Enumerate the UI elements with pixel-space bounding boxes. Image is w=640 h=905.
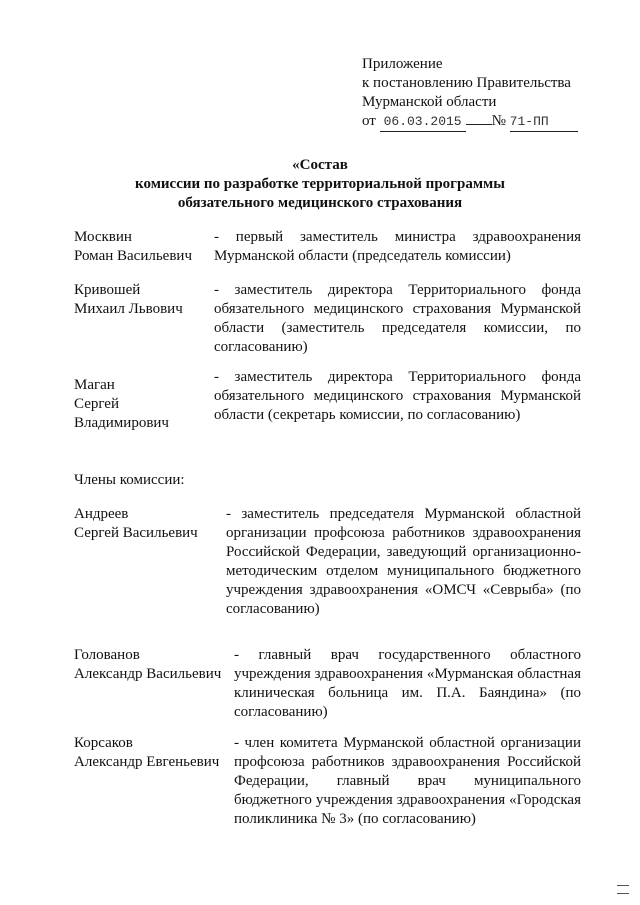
member-name: [74, 281, 183, 319]
approval-line-appendix: Приложение: [362, 56, 443, 72]
member-name: [74, 734, 219, 772]
member-role: - заместитель председателя Мурманской областной организации профсоюза работников здравоохранения Российской Федерации, заведующий организационно-методическим отделом муниципального бюджетного учреждения здравоохранения «ОМСЧ «Севрыба» (по согласованию): [226, 506, 581, 617]
member-name: [74, 376, 169, 433]
member-given-names: Михаил Львович: [74, 301, 183, 317]
title-line-2: комиссии по разработке территориальной программы: [135, 176, 505, 192]
member-surname: Кривошей: [74, 282, 141, 298]
member-role: - заместитель директора Территориального фонда обязательного медицинского страхования Мурманской области (заместитель председателя комиссии, по согласованию): [214, 282, 581, 355]
member-surname: Москвин: [74, 229, 132, 245]
member-surname: Корсаков: [74, 735, 133, 751]
member-name: [74, 505, 198, 543]
member-name: [74, 646, 221, 684]
member-name: [74, 228, 192, 266]
member-given-names: Сергей Васильевич: [74, 525, 198, 541]
scan-edge-mark: [617, 885, 629, 886]
member-surname: Маган: [74, 377, 115, 393]
member-given-names: Роман Васильевич: [74, 248, 192, 264]
member-given-names: Александр Васильевич: [74, 666, 222, 682]
member-role: - главный врач государственного областного учреждения здравоохранения «Мурманская областная клиническая больница им. П.А. Баяндина» (по согласованию): [234, 647, 581, 720]
member-surname: Голованов: [74, 647, 140, 663]
title-line-1: «Состав: [292, 157, 348, 173]
document-date: 06.03.2015: [380, 112, 466, 132]
member-given-names: Александр Евгеньевич: [74, 754, 220, 770]
approval-date-line: [362, 112, 622, 132]
member-given-name: Сергей: [74, 396, 119, 412]
member-role: - член комитета Мурманской областной организации профсоюза работников здравоохранения Российской Федерации, главный врач муниципального бюджетного учреждения здравоохранения «Городская поликлиника № 3» (по согласованию): [234, 735, 581, 827]
approval-block: [362, 55, 622, 132]
member-role: - заместитель директора Территориального фонда обязательного медицинского страхования Мурманской области (секретарь комиссии, по согласованию): [214, 369, 581, 423]
document-number: 71-ПП: [510, 112, 578, 132]
member-patronymic: Владимирович: [74, 415, 169, 431]
title-line-3: обязательного медицинского страхования: [177, 195, 463, 211]
approval-line-region: Мурманской области: [362, 94, 497, 110]
approval-line-resolution: к постановлению Правительства: [362, 75, 571, 91]
number-prefix: №: [491, 113, 506, 129]
date-prefix: от: [362, 113, 376, 129]
document-title: [0, 156, 640, 213]
member-surname: Андреев: [74, 506, 129, 522]
member-role: - первый заместитель министра здравоохранения Мурманской области (председатель комиссии): [214, 229, 581, 264]
members-heading: Члены комиссии:: [74, 472, 185, 488]
scan-edge-mark: [617, 893, 629, 894]
